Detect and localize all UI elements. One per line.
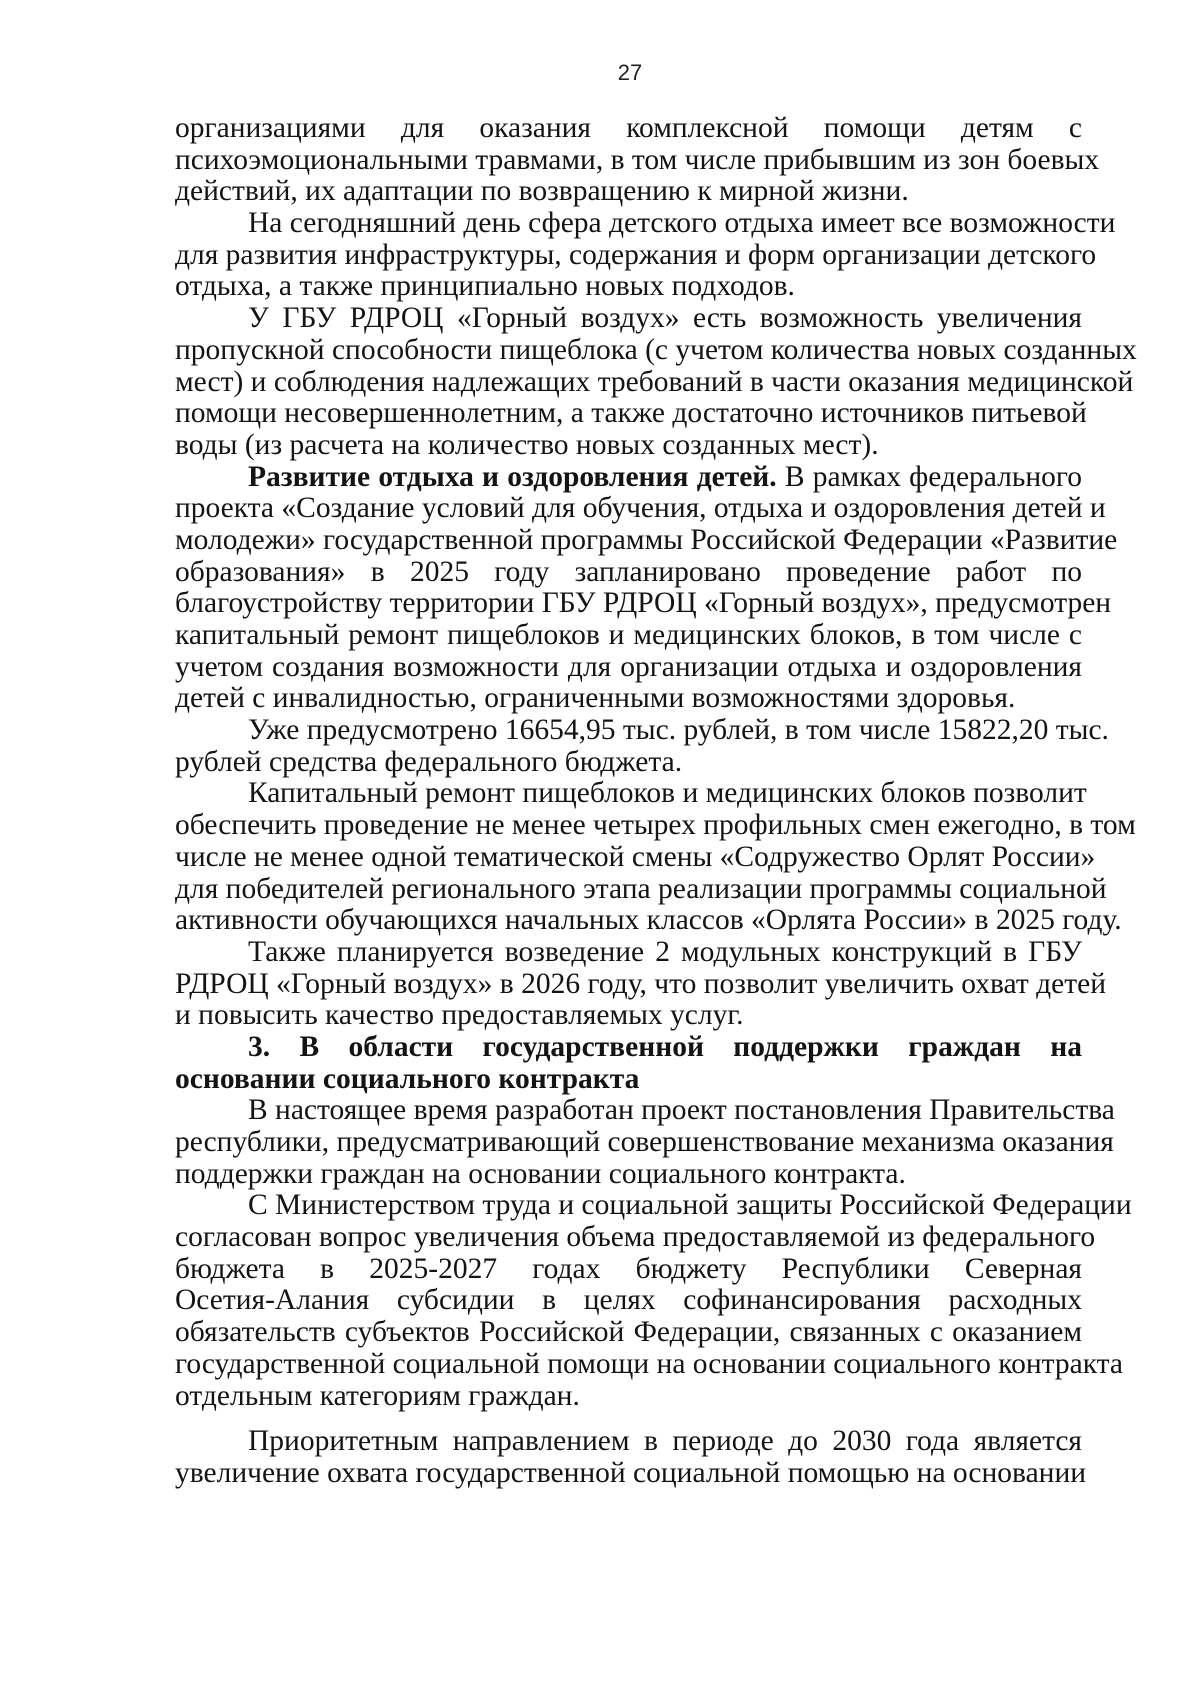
paragraph xyxy=(175,460,1118,716)
text-line: молодежи» государственной программы Российской Федерации «Развитие xyxy=(175,523,1118,556)
text-line: На сегодняшний день сфера детского отдыха имеет все возможности xyxy=(248,207,1116,240)
text-line: воды (из расчета на количество новых созданных мест). xyxy=(175,428,879,461)
paragraph xyxy=(175,302,1137,461)
section-heading-line xyxy=(175,1032,1082,1064)
text-line: Капитальный ремонт пищеблоков и медицинских блоков позволит xyxy=(248,777,1087,810)
section-number: 3. xyxy=(248,1030,271,1063)
text-line: отдельным категориям граждан. xyxy=(175,1379,580,1412)
heading-word: поддержки xyxy=(733,1030,879,1063)
heading-word: государственной xyxy=(482,1030,704,1063)
text-line: рублей средства федерального бюджета. xyxy=(175,745,683,778)
text-line xyxy=(175,462,1082,494)
heading-word: на xyxy=(1050,1030,1082,1063)
text-line: Уже предусмотрено 16654,95 тыс. рублей, в том числе 15822,20 тыс. xyxy=(248,714,1109,747)
text-line: активности обучающихся начальных классов «Орлята России» в 2025 году. xyxy=(175,904,1122,937)
text-line: благоустройству территории ГБУ РДРОЦ «Горный воздух», предусмотрен xyxy=(175,587,1112,620)
text-line: проекта «Создание условий для обучения, отдыха и оздоровления детей и xyxy=(175,492,1106,525)
text-line: учетом создания возможности для организации отдыха и оздоровления xyxy=(175,650,1082,683)
text-line: государственной социальной помощи на основании социального контракта xyxy=(175,1347,1124,1380)
text-line: Осетия-Алания субсидии в целях софинансирования расходных xyxy=(175,1284,1082,1317)
text-line: капитальный ремонт пищеблоков и медицинских блоков, в том числе с xyxy=(175,619,1082,651)
paragraph xyxy=(175,1094,1115,1190)
text-line: Также планируется возведение 2 модульных конструкций в ГБУ xyxy=(248,935,1082,968)
text-line: для развития инфраструктуры, содержания и форм организации детского xyxy=(175,238,1097,271)
text-line: образования» в 2025 году запланировано проведение работ по xyxy=(175,555,1082,588)
paragraph xyxy=(175,777,1136,937)
text-line: детей с инвалидностью, ограниченными возможностями здоровья. xyxy=(175,682,1016,715)
paragraph xyxy=(175,935,1107,1032)
text-line: отдыха, а также принципиально новых подходов. xyxy=(175,270,795,303)
paragraph-gap xyxy=(175,1412,1082,1426)
text-line: У ГБУ РДРОЦ «Горный воздух» есть возможность увеличения xyxy=(248,302,1082,335)
text-line: для победителей регионального этапа реализации программы социальной xyxy=(175,872,1107,905)
text-line: обеспечить проведение не менее четырех профильных смен ежегодно, в том xyxy=(175,809,1136,842)
text-line: С Министерством труда и социальной защиты Российской Федерации xyxy=(248,1189,1132,1222)
paragraph xyxy=(175,1425,1087,1489)
paragraph xyxy=(175,714,1109,778)
heading-word: граждан xyxy=(908,1030,1021,1063)
text-line: обязательств субъектов Российской Федерации, связанных с оказанием xyxy=(175,1316,1082,1349)
text-line: числе не менее одной тематической смены «Содружество Орлят России» xyxy=(175,840,1096,873)
text-line: действий, их адаптации по возвращению к мирной жизни. xyxy=(175,175,909,208)
text-line: увеличение охвата государственной социальной помощью на основании xyxy=(175,1456,1087,1489)
section-heading xyxy=(175,1032,1082,1095)
heading-word: области xyxy=(348,1030,454,1063)
text-line: и повысить качество предоставляемых услуг. xyxy=(175,999,744,1032)
heading-word: В xyxy=(299,1030,320,1063)
text-fragment: В рамках федерального xyxy=(776,460,1082,493)
paragraph xyxy=(175,112,1100,208)
text-line: мест) и соблюдения надлежащих требований в части оказания медицинской xyxy=(175,365,1134,398)
text-line: В настоящее время разработан проект постановления Правительства xyxy=(248,1094,1115,1127)
section-heading-line: основании социального контракта xyxy=(175,1062,640,1095)
text-line: психоэмоциональными травмами, в том числе прибывшим из зон боевых xyxy=(175,143,1100,176)
text-line: РДРОЦ «Горный воздух» в 2026 году, что позволит увеличить охват детей xyxy=(175,967,1107,1000)
text-line: организациями для оказания комплексной помощи детям с xyxy=(175,112,1082,144)
text-line: Приоритетным направлением в периоде до 2030 года является xyxy=(248,1425,1082,1458)
page-number: 27 xyxy=(617,60,643,85)
bold-lead: Развитие отдыха и оздоровления детей. xyxy=(248,460,777,493)
text-line: поддержки граждан на основании социального контракта. xyxy=(175,1157,906,1190)
document-body xyxy=(175,112,1137,1490)
text-line: согласован вопрос увеличения объема предоставляемой из федерального xyxy=(175,1221,1096,1254)
text-line: бюджета в 2025-2027 годах бюджету Республики Северная xyxy=(175,1252,1082,1285)
paragraph xyxy=(175,1189,1132,1412)
paragraph xyxy=(175,207,1116,303)
text-line: помощи несовершеннолетним, а также достаточно источников питьевой xyxy=(175,397,1087,430)
text-line: пропускной способности пищеблока (с учетом количества новых созданных xyxy=(175,333,1137,366)
text-line: республики, предусматривающий совершенствование механизма оказания xyxy=(175,1126,1114,1158)
